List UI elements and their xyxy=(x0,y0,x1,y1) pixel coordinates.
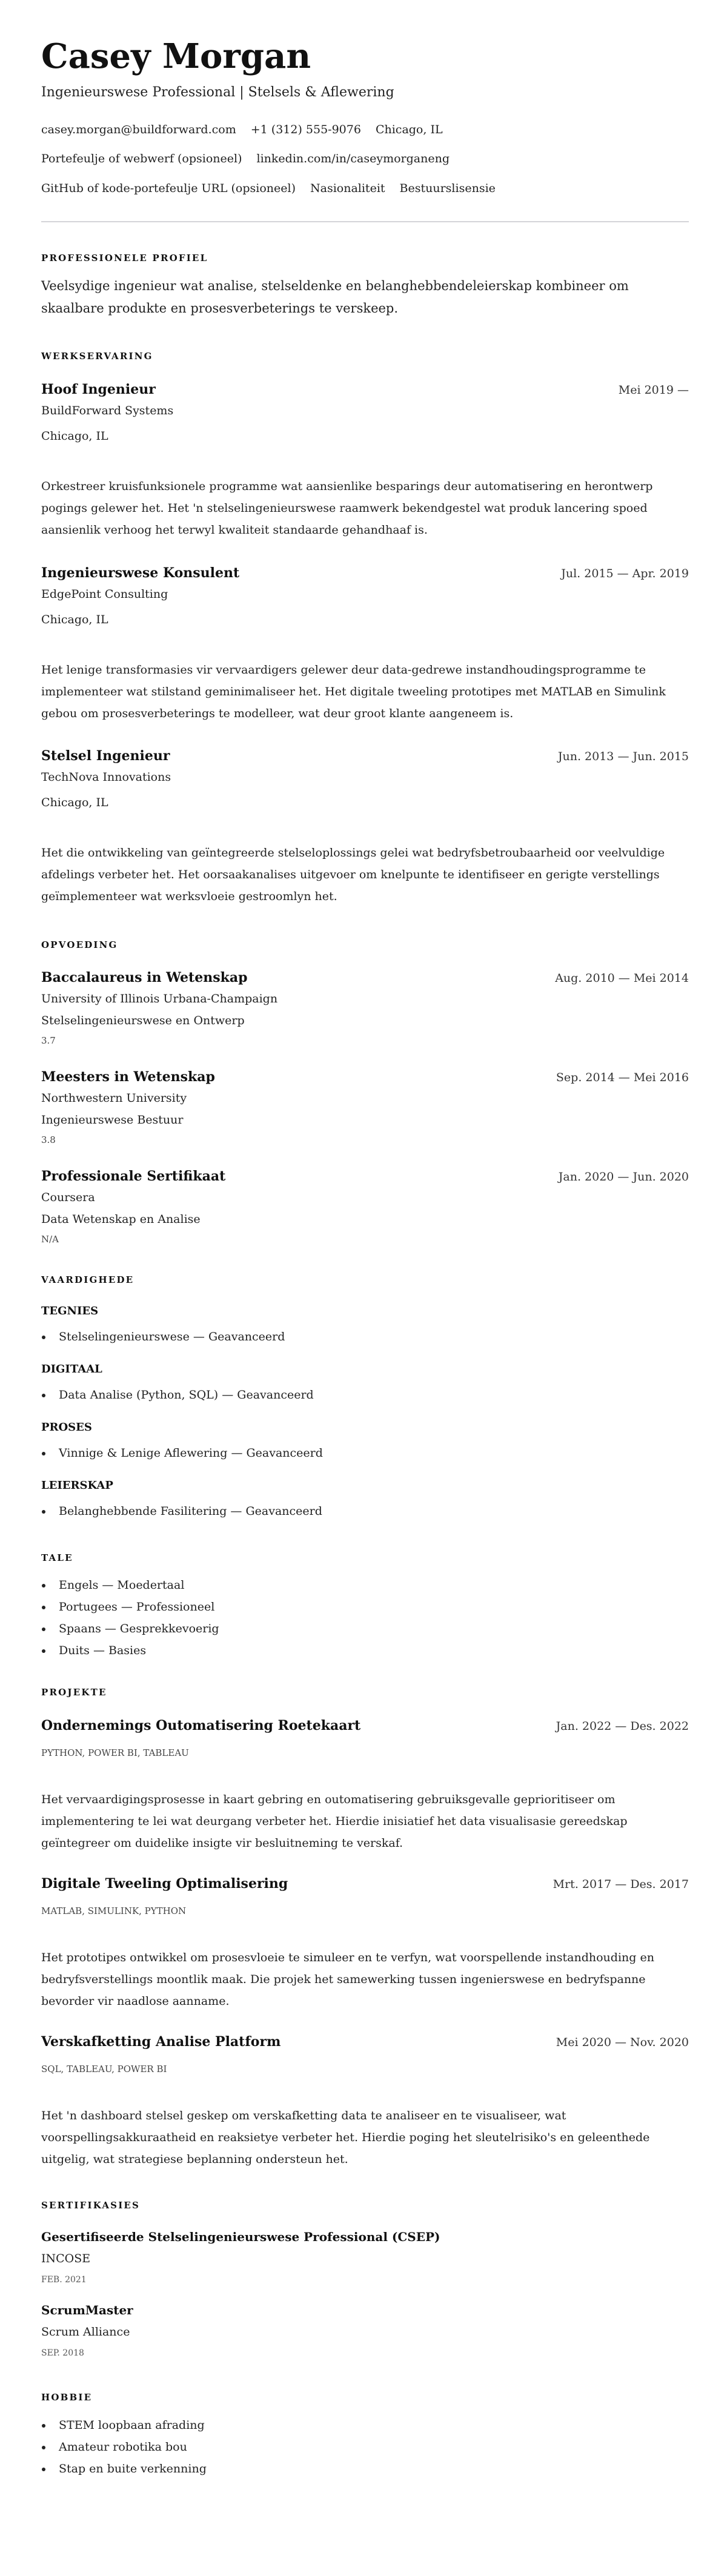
certification-issuer: Scrum Alliance xyxy=(41,2325,130,2339)
job-description: Orkestreer kruisfunksionele programme wat aansienlike besparings deur automatisering en herontwerp pogings gelewer het. Het 'n stelselingenieurswese raamwerk bekendgestel wat produk lancering spoed aansienlik verhoog het terwyl kwaliteit standaarde gehandhaaf is. xyxy=(41,479,653,537)
job-title: Hoof Ingenieur xyxy=(41,381,156,397)
job-description: Het lenige transformasies vir vervaardigers gelewer deur data-gedrewe instandhoudingsprogramme te implementeer wat stilstand geminimaliseer het. Het digitale tweeling prototipes met MATLAB en Simulink gebou om prosesverbeterings te modelleer, wat deur groot klante aangeneem is. xyxy=(41,663,666,720)
job-dates: Mei 2019 — xyxy=(618,383,689,397)
hobby-item: Amateur robotika bou xyxy=(41,2436,689,2458)
certification-name: ScrumMaster xyxy=(41,2302,133,2317)
field-of-study: Ingenieurswese Bestuur xyxy=(41,1113,184,1127)
education-section xyxy=(41,939,689,1245)
education-dates: Sep. 2014 — Mei 2016 xyxy=(556,1070,689,1084)
experience-section xyxy=(41,350,689,907)
language-item: Engels — Moedertaal xyxy=(41,1574,689,1596)
contact-phone[interactable]: +1 (312) 555-9076 xyxy=(250,122,361,136)
languages-section xyxy=(41,1552,689,1661)
education-dates: Aug. 2010 — Mei 2014 xyxy=(555,971,689,985)
certifications-section xyxy=(41,2199,689,2359)
contact-nationality: Nasionaliteit xyxy=(310,181,385,195)
job-description: Het die ontwikkeling van geïntegreerde stelseloplossings gelei wat bedryfsbetroubaarheid oor veelvuldige afdelings verbeter het. Het oorsaakanalises uitgevoer om knelpunte te identifiseer en gerigte verstellings geïmplementeer wat werksvloeie gestroomlyn het. xyxy=(41,846,665,903)
skill-item: Vinnige & Lenige Aflewering — Geavanceerd xyxy=(41,1445,689,1462)
gpa: 3.8 xyxy=(41,1134,56,1145)
contact-row xyxy=(41,180,689,197)
contact-drivers-license: Bestuurslisensie xyxy=(399,181,496,195)
resume-page xyxy=(0,37,727,2480)
project-entry xyxy=(41,1875,689,2012)
profile-section xyxy=(41,252,689,320)
job-entry xyxy=(41,380,689,541)
job-entry xyxy=(41,564,689,724)
project-dates: Jan. 2022 — Des. 2022 xyxy=(556,1719,689,1733)
hobby-item: Stap en buite verkenning xyxy=(41,2458,689,2480)
section-heading: VAARDIGHEDE xyxy=(41,1274,134,1285)
projects-section xyxy=(41,1686,689,2170)
hobby-list xyxy=(41,2414,689,2480)
degree-title: Meesters in Wetenskap xyxy=(41,1068,215,1085)
field-of-study: Data Wetenskap en Analise xyxy=(41,1212,201,1226)
degree-title: Professionale Sertifikaat xyxy=(41,1168,226,1184)
skills-section xyxy=(41,1274,689,1520)
resume-header xyxy=(41,37,689,197)
project-dates: Mei 2020 — Nov. 2020 xyxy=(556,2035,689,2049)
institution: Coursera xyxy=(41,1190,95,1204)
project-description: Het 'n dashboard stelsel geskep om verskafketting data te analiseer en te visualiseer, wat voorspellingsakkuraatheid en reaksietye verbeter het. Hierdie poging het sleutelrisiko's en geleenthede uitgelig, wat strategiese beplanning ondersteun het. xyxy=(41,2108,650,2166)
project-dates: Mrt. 2017 — Des. 2017 xyxy=(553,1877,689,1891)
project-title: Verskafketting Analise Platform xyxy=(41,2033,281,2050)
section-heading: PROJEKTE xyxy=(41,1686,107,1698)
institution: Northwestern University xyxy=(41,1091,187,1105)
education-dates: Jan. 2020 — Jun. 2020 xyxy=(558,1170,689,1184)
section-heading: TALE xyxy=(41,1552,73,1563)
section-heading: WERKSERVARING xyxy=(41,350,153,362)
job-location: Chicago, IL xyxy=(41,429,108,443)
field-of-study: Stelselingenieurswese en Ontwerp xyxy=(41,1013,245,1027)
language-item: Spaans — Gesprekkevoerig xyxy=(41,1618,689,1640)
skill-group-heading: TEGNIES xyxy=(41,1304,99,1317)
job-location: Chicago, IL xyxy=(41,612,108,626)
hobbies-section xyxy=(41,2391,689,2480)
skill-group-heading: LEIERSKAP xyxy=(41,1478,113,1492)
project-tech: SQL, TABLEAU, POWER BI xyxy=(41,2063,167,2074)
gpa: 3.7 xyxy=(41,1035,56,1046)
candidate-name: Casey Morgan xyxy=(41,36,311,76)
project-entry xyxy=(41,1717,689,1854)
institution: University of Illinois Urbana-Champaign xyxy=(41,992,278,1005)
job-dates: Jul. 2015 — Apr. 2019 xyxy=(561,566,689,580)
section-heading: OPVOEDING xyxy=(41,939,118,950)
education-entry xyxy=(41,968,689,1047)
education-entry xyxy=(41,1068,689,1146)
certification-entry xyxy=(41,2302,689,2359)
profile-summary: Veelsydige ingenieur wat analise, stelseldenke en belanghebbendeleierskap kombineer om skaalbare produkte en prosesverbeterings te verskeep. xyxy=(41,279,629,316)
skill-group-heading: DIGITAAL xyxy=(41,1362,102,1376)
contact-github[interactable]: GitHub of kode-portefeulje URL (opsioneel) xyxy=(41,181,296,195)
job-location: Chicago, IL xyxy=(41,795,108,809)
skill-list xyxy=(41,1445,689,1462)
project-title: Ondernemings Outomatisering Roetekaart xyxy=(41,1717,361,1733)
candidate-headline: Ingenieurswese Professional | Stelsels & Aflewering xyxy=(41,84,394,100)
hobby-item: STEM loopbaan afrading xyxy=(41,2414,689,2436)
education-entry xyxy=(41,1167,689,1245)
job-title: Stelsel Ingenieur xyxy=(41,747,170,764)
skill-group-heading: PROSES xyxy=(41,1420,92,1434)
skill-list xyxy=(41,1386,689,1403)
job-dates: Jun. 2013 — Jun. 2015 xyxy=(557,749,689,763)
skill-item: Belanghebbende Fasilitering — Geavanceerd xyxy=(41,1503,689,1520)
language-item: Portugees — Professioneel xyxy=(41,1596,689,1618)
contact-linkedin[interactable]: linkedin.com/in/caseymorganeng xyxy=(256,152,450,165)
contact-location: Chicago, IL xyxy=(375,122,443,136)
project-description: Het vervaardigingsprosesse in kaart gebring en outomatisering gebruiksgevalle geprioritiseer om implementering te lei wat deurgang verbeter het. Hierdie inisiatief het data visualisasie gereedskap geïntegreer om duidelike insigte vir besluitneming te verskaf. xyxy=(41,1792,628,1850)
job-entry xyxy=(41,747,689,907)
section-heading: SERTIFIKASIES xyxy=(41,2199,141,2211)
section-heading: PROFESSIONELE PROFIEL xyxy=(41,252,208,263)
gpa: N/A xyxy=(41,1233,59,1245)
contact-row xyxy=(41,150,689,167)
degree-title: Baccalaureus in Wetenskap xyxy=(41,969,248,985)
job-company: EdgePoint Consulting xyxy=(41,587,168,601)
section-heading: HOBBIE xyxy=(41,2391,93,2403)
language-list xyxy=(41,1574,689,1661)
project-entry xyxy=(41,2033,689,2170)
certification-entry xyxy=(41,2228,689,2286)
language-item: Duits — Basies xyxy=(41,1640,689,1661)
skill-list xyxy=(41,1503,689,1520)
contact-email[interactable]: casey.morgan@buildforward.com xyxy=(41,122,236,136)
project-tech: PYTHON, POWER BI, TABLEAU xyxy=(41,1747,189,1758)
job-company: BuildForward Systems xyxy=(41,403,174,417)
certification-date: FEB. 2021 xyxy=(41,2274,87,2285)
project-title: Digitale Tweeling Optimalisering xyxy=(41,1875,288,1892)
certification-name: Gesertifiseerde Stelselingenieurswese Professional (CSEP) xyxy=(41,2229,440,2244)
contact-portfolio[interactable]: Portefeulje of webwerf (opsioneel) xyxy=(41,152,242,165)
header-divider xyxy=(41,221,689,222)
job-company: TechNova Innovations xyxy=(41,770,171,784)
project-tech: MATLAB, SIMULINK, PYTHON xyxy=(41,1905,187,1916)
job-title: Ingenieurswese Konsulent xyxy=(41,565,240,581)
skill-item: Stelselingenieurswese — Geavanceerd xyxy=(41,1328,689,1345)
skill-list xyxy=(41,1328,689,1345)
certification-date: SEP. 2018 xyxy=(41,2348,84,2358)
certification-issuer: INCOSE xyxy=(41,2251,91,2265)
contact-row xyxy=(41,121,689,138)
project-description: Het prototipes ontwikkel om prosesvloeie te simuleer en te verfyn, wat voorspellende instandhouding en bedryfsverstellings moontlik maak. Die projek het samewerking tussen ingenierswese en bedryfspanne bevorder vir naadlose aanname. xyxy=(41,1950,654,2008)
skill-item: Data Analise (Python, SQL) — Geavanceerd xyxy=(41,1386,689,1403)
